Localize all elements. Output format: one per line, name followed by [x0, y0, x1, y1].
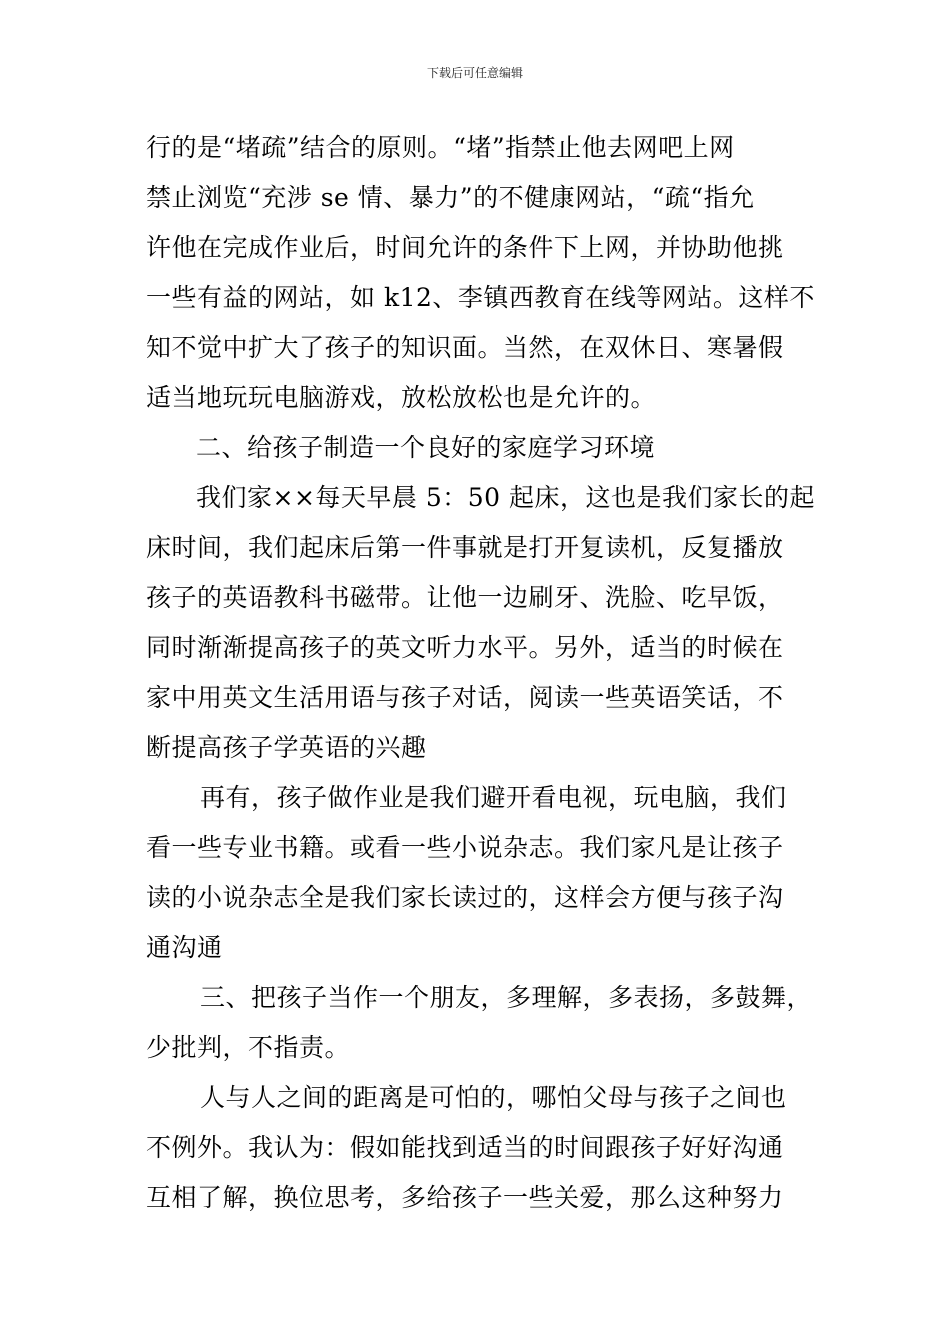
text-line: 不例外。我认为：假如能找到适当的时间跟孩子好好沟通 [146, 1133, 784, 1162]
text-line: 读的小说杂志全是我们家长读过的，这样会方便与孩子沟 [146, 883, 784, 912]
text-line: 家中用英文生活用语与孩子对话，阅读一些英语笑话，不 [146, 683, 784, 712]
text-line: 少批判，不指责。 [146, 1033, 351, 1062]
text-line: 看一些专业书籍。或看一些小说杂志。我们家凡是让孩子 [146, 833, 784, 862]
text-line: 我们家××每天早晨 5：50 起床，这也是我们家长的起 [196, 483, 816, 512]
text-line: 人与人之间的距离是可怕的，哪怕父母与孩子之间也 [200, 1083, 787, 1112]
text-line: 断提高孩子学英语的兴趣 [146, 733, 427, 762]
text-line: 通沟通 [146, 933, 223, 962]
section-heading: 二、给孩子制造一个良好的家庭学习环境 [196, 433, 656, 462]
text-line: 再有，孩子做作业是我们避开看电视，玩电脑，我们 [200, 783, 787, 812]
text-line: 一些有益的网站，如 k12、李镇西教育在线等网站。这样不 [146, 283, 815, 312]
text-line: 知不觉中扩大了孩子的知识面。当然，在双休日、寒暑假 [146, 333, 784, 362]
text-line: 互相了解，换位思考，多给孩子一些关爱，那么这种努力 [146, 1183, 784, 1212]
text-line: 许他在完成作业后，时间允许的条件下上网，并协助他挑 [146, 233, 784, 262]
text-line: 行的是“堵疏”结合的原则。“堵”指禁止他去网吧上网 [146, 133, 735, 162]
text-line: 同时渐渐提高孩子的英文听力水平。另外，适当的时候在 [146, 633, 784, 662]
section-heading: 三、把孩子当作一个朋友，多理解，多表扬，多鼓舞， [200, 983, 813, 1012]
text-line: 孩子的英语教科书磁带。让他一边刷牙、洗脸、吃早饭， [146, 583, 784, 612]
page-header: 下载后可任意编辑 [426, 66, 523, 80]
text-line: 适当地玩玩电脑游戏，放松放松也是允许的。 [146, 383, 657, 412]
text-line: 床时间，我们起床后第一件事就是打开复读机，反复播放 [146, 533, 784, 562]
text-line: 禁止浏览“充涉 se 情、暴力”的不健康网站，“疏“指允 [146, 183, 755, 212]
